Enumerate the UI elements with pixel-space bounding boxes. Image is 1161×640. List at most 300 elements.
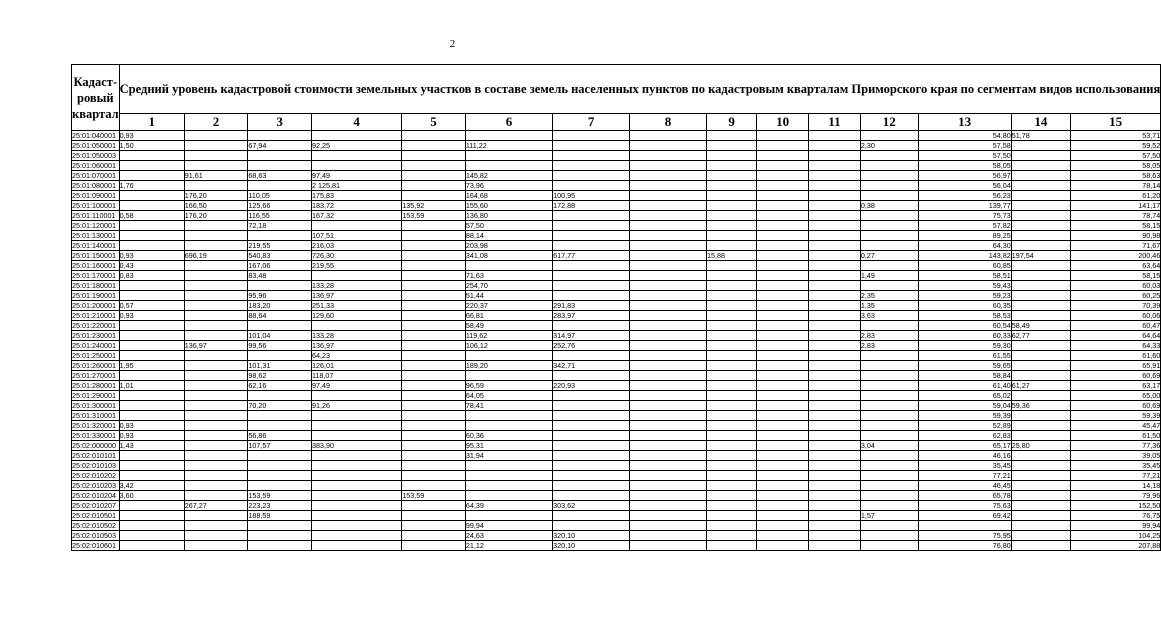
value-cell: 2,83	[860, 331, 918, 341]
value-cell	[119, 511, 184, 521]
value-cell	[809, 401, 861, 411]
value-cell: 78,74	[1070, 211, 1160, 221]
value-cell	[184, 221, 248, 231]
table-row	[72, 181, 1161, 191]
value-cell	[757, 331, 809, 341]
value-cell	[809, 351, 861, 361]
value-cell: 110,05	[248, 191, 312, 201]
value-cell	[119, 391, 184, 401]
value-cell: 1,76	[119, 181, 184, 191]
value-cell: 139,77	[918, 201, 1011, 211]
value-cell	[1011, 161, 1070, 171]
value-cell	[630, 451, 707, 461]
value-cell: 56,23	[918, 191, 1011, 201]
value-cell	[757, 171, 809, 181]
value-cell	[757, 341, 809, 351]
value-cell	[706, 341, 756, 351]
value-cell: 76,75	[1070, 511, 1160, 521]
value-cell: 726,30	[311, 251, 401, 261]
value-cell	[311, 491, 401, 501]
value-cell	[630, 441, 707, 451]
value-cell: 31,94	[465, 451, 552, 461]
value-cell	[119, 321, 184, 331]
value-cell: 342,71	[553, 361, 630, 371]
value-cell	[248, 391, 312, 401]
value-cell	[809, 481, 861, 491]
value-cell	[184, 131, 248, 141]
table-row	[72, 421, 1161, 431]
table-row	[72, 361, 1161, 371]
value-cell	[402, 251, 466, 261]
value-cell: 119,62	[465, 331, 552, 341]
value-cell: 176,20	[184, 191, 248, 201]
value-cell	[706, 391, 756, 401]
value-cell: 1,95	[119, 361, 184, 371]
value-cell	[630, 281, 707, 291]
value-cell	[860, 431, 918, 441]
value-cell	[860, 161, 918, 171]
value-cell	[402, 191, 466, 201]
value-cell	[311, 451, 401, 461]
value-cell	[1011, 511, 1070, 521]
value-cell	[706, 241, 756, 251]
value-cell: 75,73	[918, 211, 1011, 221]
value-cell: 314,97	[553, 331, 630, 341]
table-row	[72, 161, 1161, 171]
page-number: 2	[449, 38, 456, 50]
value-cell: 153,59	[402, 211, 466, 221]
value-cell: 52,89	[918, 421, 1011, 431]
value-cell: 267,27	[184, 501, 248, 511]
value-cell: 88,64	[248, 311, 312, 321]
value-cell	[809, 451, 861, 461]
value-cell	[809, 431, 861, 441]
value-cell	[402, 301, 466, 311]
value-cell	[119, 371, 184, 381]
value-cell	[706, 351, 756, 361]
value-cell	[757, 161, 809, 171]
value-cell	[706, 541, 756, 551]
value-cell	[311, 421, 401, 431]
value-cell	[630, 221, 707, 231]
value-cell	[553, 391, 630, 401]
value-cell: 57,50	[1070, 151, 1160, 161]
value-cell	[1011, 361, 1070, 371]
value-cell: 145,82	[465, 171, 552, 181]
value-cell	[1011, 201, 1070, 211]
value-cell	[402, 341, 466, 351]
value-cell: 79,96	[1070, 491, 1160, 501]
table-row	[72, 211, 1161, 221]
value-cell: 46,45	[918, 481, 1011, 491]
value-cell: 0,93	[119, 421, 184, 431]
value-cell: 56,86	[248, 431, 312, 441]
value-cell	[311, 541, 401, 551]
value-cell	[553, 451, 630, 461]
value-cell	[119, 521, 184, 531]
value-cell	[402, 531, 466, 541]
value-cell	[311, 221, 401, 231]
value-cell	[184, 241, 248, 251]
value-cell: 61,50	[1070, 431, 1160, 441]
value-cell	[630, 341, 707, 351]
value-cell: 56,04	[918, 181, 1011, 191]
value-cell	[119, 241, 184, 251]
cadastral-quarter-header-line3: квартал	[72, 106, 119, 121]
value-cell	[860, 541, 918, 551]
value-cell	[757, 131, 809, 141]
table-row	[72, 251, 1161, 261]
value-cell	[860, 191, 918, 201]
value-cell	[706, 201, 756, 211]
value-cell	[311, 431, 401, 441]
value-cell	[706, 171, 756, 181]
value-cell: 57,58	[918, 141, 1011, 151]
value-cell	[184, 451, 248, 461]
value-cell: 65,17	[918, 441, 1011, 451]
value-cell: 71,63	[465, 271, 552, 281]
value-cell	[402, 501, 466, 511]
cadastral-quarter-cell: 25:01:130001	[72, 231, 120, 241]
value-cell	[311, 131, 401, 141]
value-cell: 70,20	[248, 401, 312, 411]
value-cell	[706, 221, 756, 231]
value-cell: 95,31	[465, 441, 552, 451]
cadastral-quarter-cell: 25:01:250001	[72, 351, 120, 361]
value-cell	[757, 311, 809, 321]
value-cell	[1011, 411, 1070, 421]
value-cell: 91,26	[311, 401, 401, 411]
value-cell: 1,49	[860, 271, 918, 281]
value-cell	[402, 441, 466, 451]
value-cell	[1011, 221, 1070, 231]
value-cell	[630, 271, 707, 281]
value-cell	[918, 521, 1011, 531]
value-cell	[553, 321, 630, 331]
value-cell	[119, 411, 184, 421]
value-cell	[757, 361, 809, 371]
table-row	[72, 451, 1161, 461]
value-cell	[1011, 261, 1070, 271]
value-cell	[402, 451, 466, 461]
segment-column-number: 12	[860, 114, 918, 131]
value-cell	[860, 351, 918, 361]
value-cell: 61,60	[1070, 351, 1160, 361]
value-cell: 67,94	[248, 141, 312, 151]
value-cell	[630, 181, 707, 191]
value-cell	[706, 131, 756, 141]
value-cell: 176,20	[184, 211, 248, 221]
value-cell: 56,97	[918, 171, 1011, 181]
value-cell	[248, 131, 312, 141]
value-cell: 111,22	[465, 141, 552, 151]
value-cell	[706, 151, 756, 161]
value-cell	[706, 411, 756, 421]
value-cell	[402, 461, 466, 471]
value-cell: 167,06	[248, 261, 312, 271]
cadastral-quarter-cell: 25:01:310001	[72, 411, 120, 421]
value-cell	[860, 151, 918, 161]
value-cell	[184, 291, 248, 301]
segment-column-number: 4	[311, 114, 401, 131]
value-cell	[809, 531, 861, 541]
value-cell	[706, 311, 756, 321]
value-cell	[706, 321, 756, 331]
value-cell	[809, 131, 861, 141]
value-cell: 172,88	[553, 201, 630, 211]
value-cell	[757, 221, 809, 231]
value-cell: 24,63	[465, 531, 552, 541]
value-cell: 73,96	[465, 181, 552, 191]
value-cell: 57,50	[465, 221, 552, 231]
value-cell	[757, 391, 809, 401]
value-cell	[809, 151, 861, 161]
table-row	[72, 301, 1161, 311]
value-cell: 77,21	[918, 471, 1011, 481]
value-cell: 99,94	[1070, 521, 1160, 531]
value-cell	[248, 351, 312, 361]
table-row	[72, 281, 1161, 291]
value-cell: 63,17	[1070, 381, 1160, 391]
value-cell: 155,60	[465, 201, 552, 211]
value-cell	[553, 431, 630, 441]
value-cell	[809, 501, 861, 511]
value-cell	[860, 231, 918, 241]
value-cell: 107,51	[311, 231, 401, 241]
value-cell	[465, 151, 552, 161]
value-cell	[184, 471, 248, 481]
value-cell	[248, 421, 312, 431]
table-row	[72, 231, 1161, 241]
value-cell	[248, 231, 312, 241]
value-cell	[630, 431, 707, 441]
value-cell	[553, 161, 630, 171]
value-cell	[1011, 391, 1070, 401]
value-cell	[630, 251, 707, 261]
value-cell	[248, 471, 312, 481]
cadastral-quarter-cell: 25:01:120001	[72, 221, 120, 231]
value-cell	[1011, 311, 1070, 321]
value-cell: 59,39	[918, 411, 1011, 421]
value-cell	[402, 541, 466, 551]
value-cell	[757, 541, 809, 551]
value-cell	[757, 181, 809, 191]
cadastral-quarter-cell: 25:02:000000	[72, 441, 120, 451]
value-cell	[809, 211, 861, 221]
value-cell	[311, 501, 401, 511]
table-row	[72, 411, 1161, 421]
value-cell	[757, 151, 809, 161]
value-cell	[119, 231, 184, 241]
value-cell	[1011, 281, 1070, 291]
value-cell	[757, 411, 809, 421]
value-cell: 58,53	[918, 311, 1011, 321]
value-cell	[184, 271, 248, 281]
value-cell	[630, 191, 707, 201]
segment-column-number: 8	[630, 114, 707, 131]
value-cell	[553, 481, 630, 491]
value-cell: 220,37	[465, 301, 552, 311]
value-cell	[706, 371, 756, 381]
value-cell	[757, 511, 809, 521]
value-cell: 2,30	[860, 141, 918, 151]
value-cell: 92,25	[311, 141, 401, 151]
value-cell	[553, 261, 630, 271]
value-cell	[184, 301, 248, 311]
value-cell: 35,45	[1070, 461, 1160, 471]
value-cell	[630, 361, 707, 371]
table-row	[72, 331, 1161, 341]
cadastral-quarter-header-line1: Кадаст-	[73, 74, 118, 89]
value-cell: 164,68	[465, 191, 552, 201]
value-cell: 133,28	[311, 281, 401, 291]
value-cell: 143,82	[918, 251, 1011, 261]
value-cell: 291,83	[553, 301, 630, 311]
cadastral-quarter-header	[72, 65, 120, 131]
value-cell: 216,03	[311, 241, 401, 251]
value-cell	[706, 451, 756, 461]
table-row	[72, 171, 1161, 181]
value-cell	[402, 321, 466, 331]
value-cell: 136,80	[465, 211, 552, 221]
cadastral-quarter-cell: 25:01:150001	[72, 251, 120, 261]
value-cell	[402, 471, 466, 481]
table-row	[72, 151, 1161, 161]
value-cell	[248, 521, 312, 531]
value-cell	[630, 241, 707, 251]
value-cell	[860, 461, 918, 471]
value-cell	[402, 281, 466, 291]
value-cell: 58,05	[1070, 161, 1160, 171]
value-cell	[757, 461, 809, 471]
cadastral-quarter-cell: 25:01:280001	[72, 381, 120, 391]
value-cell: 141,17	[1070, 201, 1160, 211]
segment-column-number: 10	[757, 114, 809, 131]
value-cell	[757, 281, 809, 291]
value-cell	[1011, 531, 1070, 541]
value-cell	[860, 371, 918, 381]
value-cell	[809, 261, 861, 271]
value-cell: 96,59	[465, 381, 552, 391]
value-cell	[119, 201, 184, 211]
value-cell: 252,76	[553, 341, 630, 351]
value-cell	[119, 191, 184, 201]
segment-column-number: 15	[1070, 114, 1160, 131]
value-cell	[757, 441, 809, 451]
segment-column-number: 6	[465, 114, 552, 131]
value-cell: 183,72	[311, 201, 401, 211]
value-cell: 99,94	[465, 521, 552, 531]
table-row	[72, 191, 1161, 201]
value-cell: 69,42	[918, 511, 1011, 521]
value-cell	[402, 421, 466, 431]
cadastral-quarter-cell: 25:02:010503	[72, 531, 120, 541]
value-cell: 153,59	[402, 491, 466, 501]
value-cell	[757, 481, 809, 491]
value-cell: 64,33	[1070, 341, 1160, 351]
value-cell	[184, 331, 248, 341]
value-cell: 54,80	[918, 131, 1011, 141]
table-row	[72, 201, 1161, 211]
cadastral-quarter-cell: 25:01:180001	[72, 281, 120, 291]
value-cell: 200,46	[1070, 251, 1160, 261]
value-cell	[757, 241, 809, 251]
value-cell	[860, 361, 918, 371]
table-row	[72, 491, 1161, 501]
value-cell: 46,16	[918, 451, 1011, 461]
table-title: Средний уровень кадастровой стоимости земельных участков в составе земель населенных пунктов по кадастровым кварталам Приморского края по сегментам видов использования	[119, 65, 1161, 114]
value-cell	[311, 271, 401, 281]
cadastral-quarter-cell: 25:01:210001	[72, 311, 120, 321]
value-cell	[630, 301, 707, 311]
cadastral-quarter-cell: 25:01:060001	[72, 161, 120, 171]
value-cell	[184, 401, 248, 411]
value-cell	[706, 401, 756, 411]
value-cell	[248, 411, 312, 421]
value-cell: 60,69	[1070, 371, 1160, 381]
value-cell	[809, 241, 861, 251]
value-cell	[119, 451, 184, 461]
value-cell	[860, 481, 918, 491]
value-cell	[630, 231, 707, 241]
value-cell	[1011, 301, 1070, 311]
value-cell: 0,93	[119, 251, 184, 261]
value-cell	[402, 371, 466, 381]
value-cell	[860, 381, 918, 391]
table-row	[72, 381, 1161, 391]
value-cell	[1011, 151, 1070, 161]
value-cell	[119, 501, 184, 511]
value-cell	[553, 131, 630, 141]
value-cell: 90,98	[1070, 231, 1160, 241]
value-cell	[311, 461, 401, 471]
value-cell	[311, 151, 401, 161]
value-cell	[757, 231, 809, 241]
table-row	[72, 291, 1161, 301]
value-cell	[248, 541, 312, 551]
value-cell: 383,90	[311, 441, 401, 451]
value-cell	[757, 291, 809, 301]
value-cell	[860, 491, 918, 501]
value-cell	[311, 411, 401, 421]
value-cell	[1011, 491, 1070, 501]
value-cell	[184, 231, 248, 241]
value-cell	[809, 371, 861, 381]
table-body	[72, 131, 1161, 551]
value-cell	[706, 491, 756, 501]
value-cell: 104,25	[1070, 531, 1160, 541]
value-cell	[553, 441, 630, 451]
value-cell	[184, 141, 248, 151]
value-cell	[402, 361, 466, 371]
table-row	[72, 241, 1161, 251]
value-cell	[630, 201, 707, 211]
value-cell	[553, 231, 630, 241]
value-cell: 58,15	[1070, 271, 1160, 281]
value-cell	[1011, 351, 1070, 361]
value-cell: 167,32	[311, 211, 401, 221]
value-cell: 101,31	[248, 361, 312, 371]
value-cell	[630, 291, 707, 301]
value-cell	[248, 151, 312, 161]
cadastral-quarter-cell: 25:01:050003	[72, 151, 120, 161]
value-cell: 98,62	[248, 371, 312, 381]
cadastral-quarter-cell: 25:01:270001	[72, 371, 120, 381]
value-cell: 3,42	[119, 481, 184, 491]
value-cell	[860, 501, 918, 511]
value-cell	[860, 281, 918, 291]
value-cell: 64,39	[465, 501, 552, 511]
